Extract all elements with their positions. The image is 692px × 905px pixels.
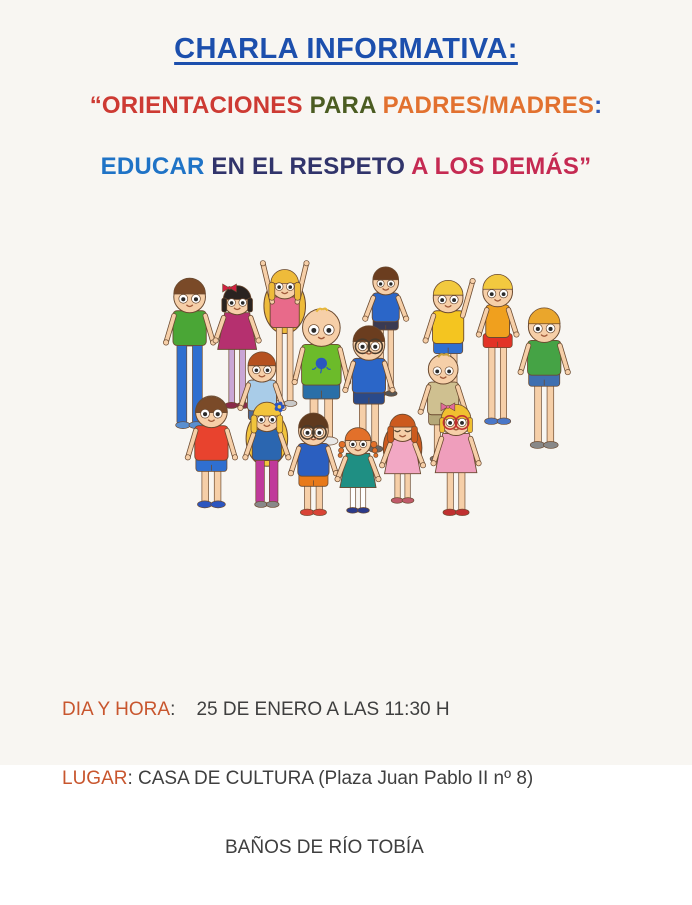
boy-big-nose-green — [518, 308, 570, 449]
text-segment: A LOS DEMÁS” — [411, 153, 592, 180]
detail-line-place — [62, 767, 533, 790]
event-details — [62, 652, 533, 905]
text-segment: CASA DE CULTURA (Plaza Juan Pablo II nº 8) — [138, 768, 534, 789]
text-segment: 25 DE ENERO A LAS 11:30 H — [196, 699, 450, 720]
text-segment: LUGAR — [62, 768, 128, 789]
text-segment: PADRES/MADRES — [382, 92, 595, 119]
subtitle-line-2 — [0, 153, 692, 181]
detail-line-town — [62, 836, 533, 859]
text-segment: EDUCAR — [100, 153, 212, 180]
children-group-illustration — [150, 256, 566, 522]
text-segment: : — [127, 768, 139, 789]
text-segment: BAÑOS DE RÍO TOBÍA — [225, 837, 424, 858]
text-segment: PARA — [309, 92, 383, 119]
text-segment: EN EL RESPETO — [211, 153, 412, 180]
boy-orange-tank — [476, 274, 519, 424]
page-title: CHARLA INFORMATIVA: — [174, 33, 518, 65]
text-segment: DIA Y HORA — [62, 699, 171, 720]
text-segment: : — [170, 699, 197, 720]
girl-auburn-pink-dress — [379, 414, 425, 503]
text-segment: : — [594, 92, 603, 119]
subtitle-line-1 — [0, 92, 692, 120]
children-cartoon-svg — [150, 256, 566, 522]
text-segment: “ORIENTACIONES — [89, 92, 310, 119]
detail-line-date — [62, 698, 533, 721]
